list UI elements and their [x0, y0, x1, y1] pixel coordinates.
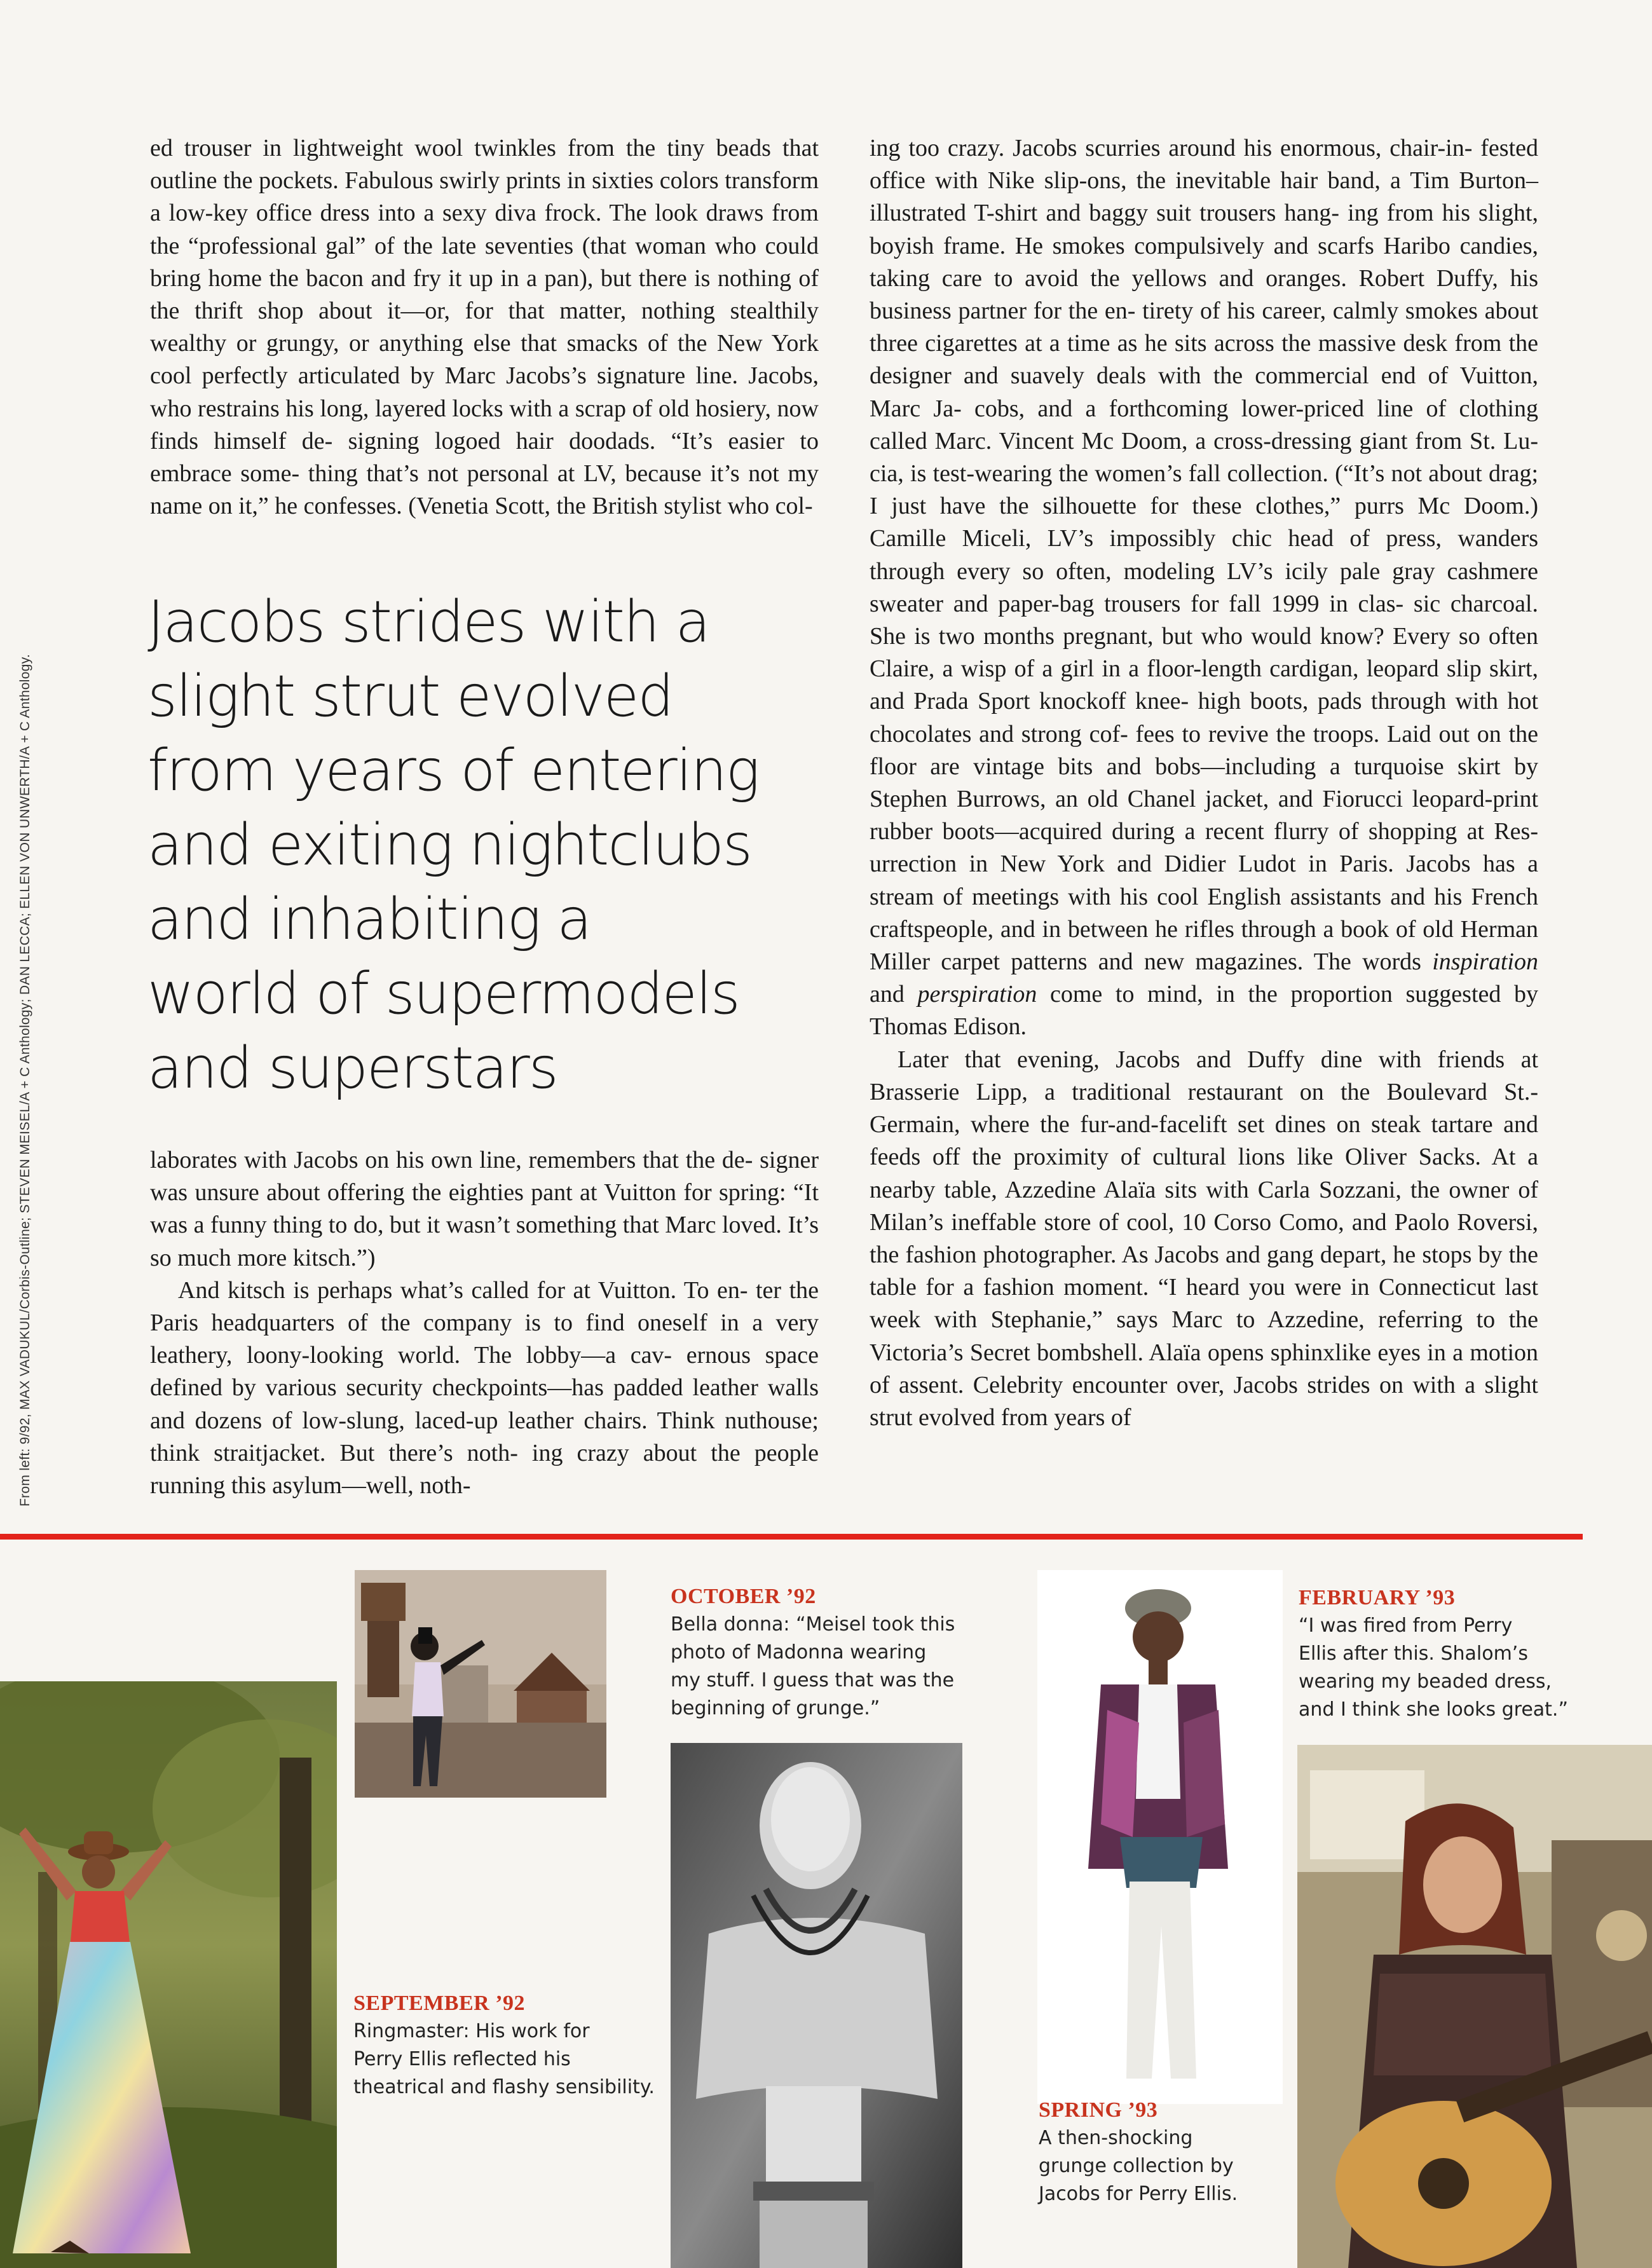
body-column-left-top: [150, 132, 819, 523]
photo-guitar-model: [1297, 1745, 1652, 2268]
paragraph: ed trouser in lightweight wool twinkles from the tiny beads that outline the pockets. Fabulous swirly prints in sixties colors transform a low-key office dress into a sexy diva frock. The look draws from the “professional gal” of the late seventies (that woman who could bring home the bacon and fry it up in a pan), but there is nothing of the thrift shop about it—or, for that matter, nothing stealthily wealthy or grungy, or anything else that smacks of the New York cool perfectly articulated by Marc Jacobs’s signature line. Jacobs, who restrains his long, layered locks with a scrap of old hosiery, now finds himself de- signing logoed hair doodads. “It’s easier to embrace some- thing that’s not personal at LV, because it’s not my name on it,” he confesses. (Venetia Scott, the British stylist who col-: [150, 135, 819, 520]
paragraph: laborates with Jacobs on his own line, remembers that the de- signer was unsure about offering the eighties pant at Vuitton for spring: “It was a funny thing to do, but it wasn’t something that Marc loved. It’s so much more kitsch.”): [150, 1147, 819, 1271]
caption-october-92: OCTOBER ’92 Bella donna: “Meisel took this photo of Madonna wearing my stuff. I guess that was the beginning of grunge.”: [671, 1583, 988, 1723]
caption-spring-93: SPRING ’93 A then-shocking grunge collection by Jacobs for Perry Ellis.: [1039, 2096, 1293, 2208]
paragraph: ing too crazy. Jacobs scurries around his enormous, chair-in- fested office with Nike slip-ons, the inevitable hair band, a Tim Burton–illustrated T-shirt and baggy suit trousers hang- ing from his slight, boyish frame. He smokes compulsively and scarfs Haribo candies, taking care to avoid the yellows and oranges. Robert Duffy, his business partner for the en- tirety of his career, calmly smokes about three cigarettes at a time as he sits across the massive desk from the designer and suavely deals with the commercial end of Vuitton, Marc Ja- cobs, and a forthcoming lower-priced line of clothing called Marc. Vincent Mc Doom, a cross-dressing giant from St. Lu- cia, is test-wearing the women’s fall collection. (“It’s not about drag; I just have the silhouette for these clothes,” purrs Mc Doom.) Camille Miceli, LV’s impossibly chic head of press, wanders through every so often, modeling LV’s icily pale gray cashmere sweater and paper-bag trousers for fall 1999 in clas- sic charcoal. She is two months pregnant, but who would know? Every so often Claire, a wisp of a girl in a floor-length cardigan, leopard slip skirt, and Prada Sport knockoff knee- high boots, pads through with hot chocolates and strong cof- fees to revive the troops. Laid out on the floor are vintage bits and bobs—including a turquoise skirt by Stephen Burrows, an old Chanel jacket, and Fiorucci leopard-print rubber boots—acquired during a recent flurry of shopping at Res- urrection in New York and Didier Ludot in Paris. Jacobs has a stream of meetings with his cool English assistants and his French craftspeople, and in between he rifles through a book of old Herman Miller carpet patterns and new magazines. The words inspiration and perspiration come to mind, in the proportion suggested by Thomas Edison.: [870, 135, 1539, 1041]
caption-date: SPRING ’93: [1039, 2098, 1158, 2122]
red-divider-rule: [0, 1534, 1583, 1540]
caption-date: SEPTEMBER ’92: [353, 1991, 526, 2015]
caption-february-93: FEBRUARY ’93 “I was fired from Perry Ellis after this. Shalom’s wearing my beaded dress, and I think she looks great.”: [1299, 1584, 1616, 1724]
body-column-left-bottom: [150, 1144, 819, 1502]
pull-quote: Jacobs strides with a slight strut evolved from years of entering and exiting nightclubs and inhabiting a world of supermodels and superstars: [147, 589, 759, 1102]
photo-rooftop-model: [355, 1570, 606, 1798]
caption-date: FEBRUARY ’93: [1299, 1586, 1456, 1609]
photo-garden-model: [0, 1681, 337, 2268]
photo-madonna-bw: [671, 1743, 962, 2268]
body-column-right: [870, 132, 1538, 1434]
photo-credit: From left: 9/92, MAX VADUKUL/Corbis-Outline; STEVEN MEISEL/A + C Anthology; DAN LECCA; ELLEN VON UNWERTH/A + C Anthology.: [18, 653, 32, 1506]
caption-september-92: SEPTEMBER ’92 Ringmaster: His work for Perry Ellis reflected his theatrical and flashy sensibility.: [353, 1990, 671, 2101]
caption-date: OCTOBER ’92: [671, 1585, 816, 1608]
photo-runway-model: [1037, 1570, 1283, 2104]
paragraph: Later that evening, Jacobs and Duffy dine with friends at Brasserie Lipp, a traditional restaurant on the Boulevard St.- Germain, where the fur-and-facelift set dines on steak tartare and feeds off the proximity of cultural lions like Oliver Sacks. At a nearby table, Azzedine Alaïa sits with Carla Sozzani, the owner of Milan’s ineffable store of cool, 10 Corso Como, and Paolo Roversi, the fashion photographer. As Jacobs and gang depart, he stops by the table for a fashion moment. “I heard you were in Connecticut last week with Stephanie,” says Marc to Azzedine, referring to the Victoria’s Secret bombshell. Alaïa opens sphinxlike eyes in a motion of assent. Celebrity encounter over, Jacobs strides on with a slight strut evolved from years of: [870, 1046, 1539, 1431]
paragraph: And kitsch is perhaps what’s called for at Vuitton. To en- ter the Paris headquarters of the company is to find oneself in a very leathery, loony-looking world. The lobby—a cav- ernous space defined by various security checkpoints—has padded leather walls and dozens of low-slung, laced-up leather chairs. Think nuthouse; think straitjacket. But there’s noth- ing crazy about the people running this asylum—well, noth-: [150, 1276, 819, 1499]
